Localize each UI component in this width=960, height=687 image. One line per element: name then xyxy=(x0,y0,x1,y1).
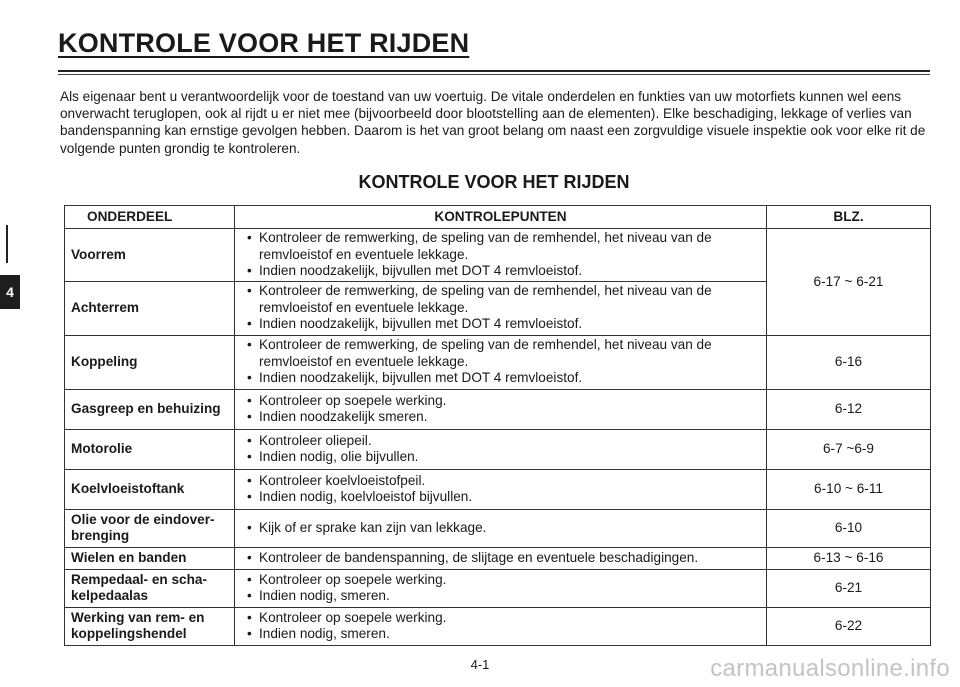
row-page-ref: 6-22 xyxy=(767,607,931,645)
check-point: • Kontroleer koelvloeistofpeil. xyxy=(247,473,760,490)
table-row xyxy=(65,335,931,389)
table-row xyxy=(65,469,931,509)
check-point: • Kontroleer oliepeil. xyxy=(247,433,760,450)
row-part: Voorrem xyxy=(65,229,235,282)
check-point: • Kontroleer de bandenspanning, de slijtage en eventuele beschadigingen. xyxy=(247,550,760,567)
row-part: Olie voor de eindover-brenging xyxy=(65,509,235,547)
chapter-tab: 4 xyxy=(0,275,20,309)
column-header-part: ONDERDEEL xyxy=(65,206,235,229)
check-point: • Kijk of er sprake kan zijn van lekkage. xyxy=(247,520,760,537)
row-points xyxy=(235,229,767,282)
page-number: 4-1 xyxy=(470,657,490,672)
check-point: • Kontroleer op soepele werking. xyxy=(247,572,760,589)
table-row xyxy=(65,607,931,645)
row-points xyxy=(235,569,767,607)
row-points xyxy=(235,429,767,469)
row-part: Achterrem xyxy=(65,281,235,335)
inspection-table xyxy=(64,205,931,646)
table-row xyxy=(65,229,931,282)
row-points xyxy=(235,335,767,389)
watermark: carmanualsonline.info xyxy=(710,655,950,682)
check-point: • Indien noodzakelijk, bijvullen met DOT 4 remvloeistof. xyxy=(247,316,760,333)
row-part: Koppeling xyxy=(65,335,235,389)
row-page-ref: 6-10 ~ 6-11 xyxy=(767,469,931,509)
page-title: KONTROLE VOOR HET RIJDEN xyxy=(58,28,470,58)
row-page-ref: 6-17 ~ 6-21 xyxy=(767,229,931,336)
table-title: KONTROLE VOOR HET RIJDEN xyxy=(358,172,630,192)
check-point: • Indien noodzakelijk smeren. xyxy=(247,409,760,426)
row-part: Rempedaal- en scha-kelpedaalas xyxy=(65,569,235,607)
check-point: • Kontroleer de remwerking, de speling van de remhendel, het niveau van de remvloeistof en eventuele lekkage. xyxy=(247,337,760,370)
check-point: • Indien noodzakelijk, bijvullen met DOT 4 remvloeistof. xyxy=(247,263,760,280)
table-row xyxy=(65,389,931,429)
check-point: • Indien nodig, smeren. xyxy=(247,588,760,605)
row-part: Wielen en banden xyxy=(65,547,235,569)
table-row xyxy=(65,509,931,547)
title-rule xyxy=(58,70,930,72)
check-point: • Indien nodig, olie bijvullen. xyxy=(247,449,760,466)
row-points xyxy=(235,547,767,569)
check-point: • Indien noodzakelijk, bijvullen met DOT 4 remvloeistof. xyxy=(247,370,760,387)
row-part: Werking van rem- en koppelingshendel xyxy=(65,607,235,645)
row-points xyxy=(235,281,767,335)
table-row xyxy=(65,429,931,469)
row-page-ref: 6-21 xyxy=(767,569,931,607)
check-point: • Kontroleer de remwerking, de speling van de remhendel, het niveau van de remvloeistof en eventuele lekkage. xyxy=(247,283,760,316)
table-row xyxy=(65,569,931,607)
check-point: • Indien nodig, koelvloeistof bijvullen. xyxy=(247,489,760,506)
row-points xyxy=(235,509,767,547)
table-row xyxy=(65,547,931,569)
row-part: Motorolie xyxy=(65,429,235,469)
row-points xyxy=(235,389,767,429)
row-part: Koelvloeistoftank xyxy=(65,469,235,509)
check-point: • Kontroleer de remwerking, de speling van de remhendel, het niveau van de remvloeistof en eventuele lekkage. xyxy=(247,230,760,263)
title-rule-secondary xyxy=(58,74,930,75)
check-point: • Kontroleer op soepele werking. xyxy=(247,393,760,410)
row-page-ref: 6-13 ~ 6-16 xyxy=(767,547,931,569)
row-page-ref: 6-10 xyxy=(767,509,931,547)
margin-mark xyxy=(6,225,8,263)
row-part: Gasgreep en behuizing xyxy=(65,389,235,429)
table-header-row xyxy=(65,206,931,229)
check-point: • Indien nodig, smeren. xyxy=(247,626,760,643)
check-point: • Kontroleer op soepele werking. xyxy=(247,610,760,627)
row-points xyxy=(235,469,767,509)
intro-paragraph: Als eigenaar bent u verantwoordelijk voor de toestand van uw voertuig. De vitale onderdelen en funkties van uw motorfiets kunnen wel eens onverwacht teruglopen, ook al rijdt u er niet mee (bijvoorbeeld door blootstelling aan de elementen). Elke beschadiging, lekkage of verlies van bandenspanning kan ernstige gevolgen hebben. Daarom is het van groot belang om naast een zorgvuldige visuele inspektie ook voor elke rit de volgende punten grondig te kontroleren. xyxy=(60,89,926,156)
row-page-ref: 6-7 ~6-9 xyxy=(767,429,931,469)
row-points xyxy=(235,607,767,645)
column-header-points: KONTROLEPUNTEN xyxy=(235,206,767,229)
column-header-page: BLZ. xyxy=(767,206,931,229)
row-page-ref: 6-12 xyxy=(767,389,931,429)
row-page-ref: 6-16 xyxy=(767,335,931,389)
